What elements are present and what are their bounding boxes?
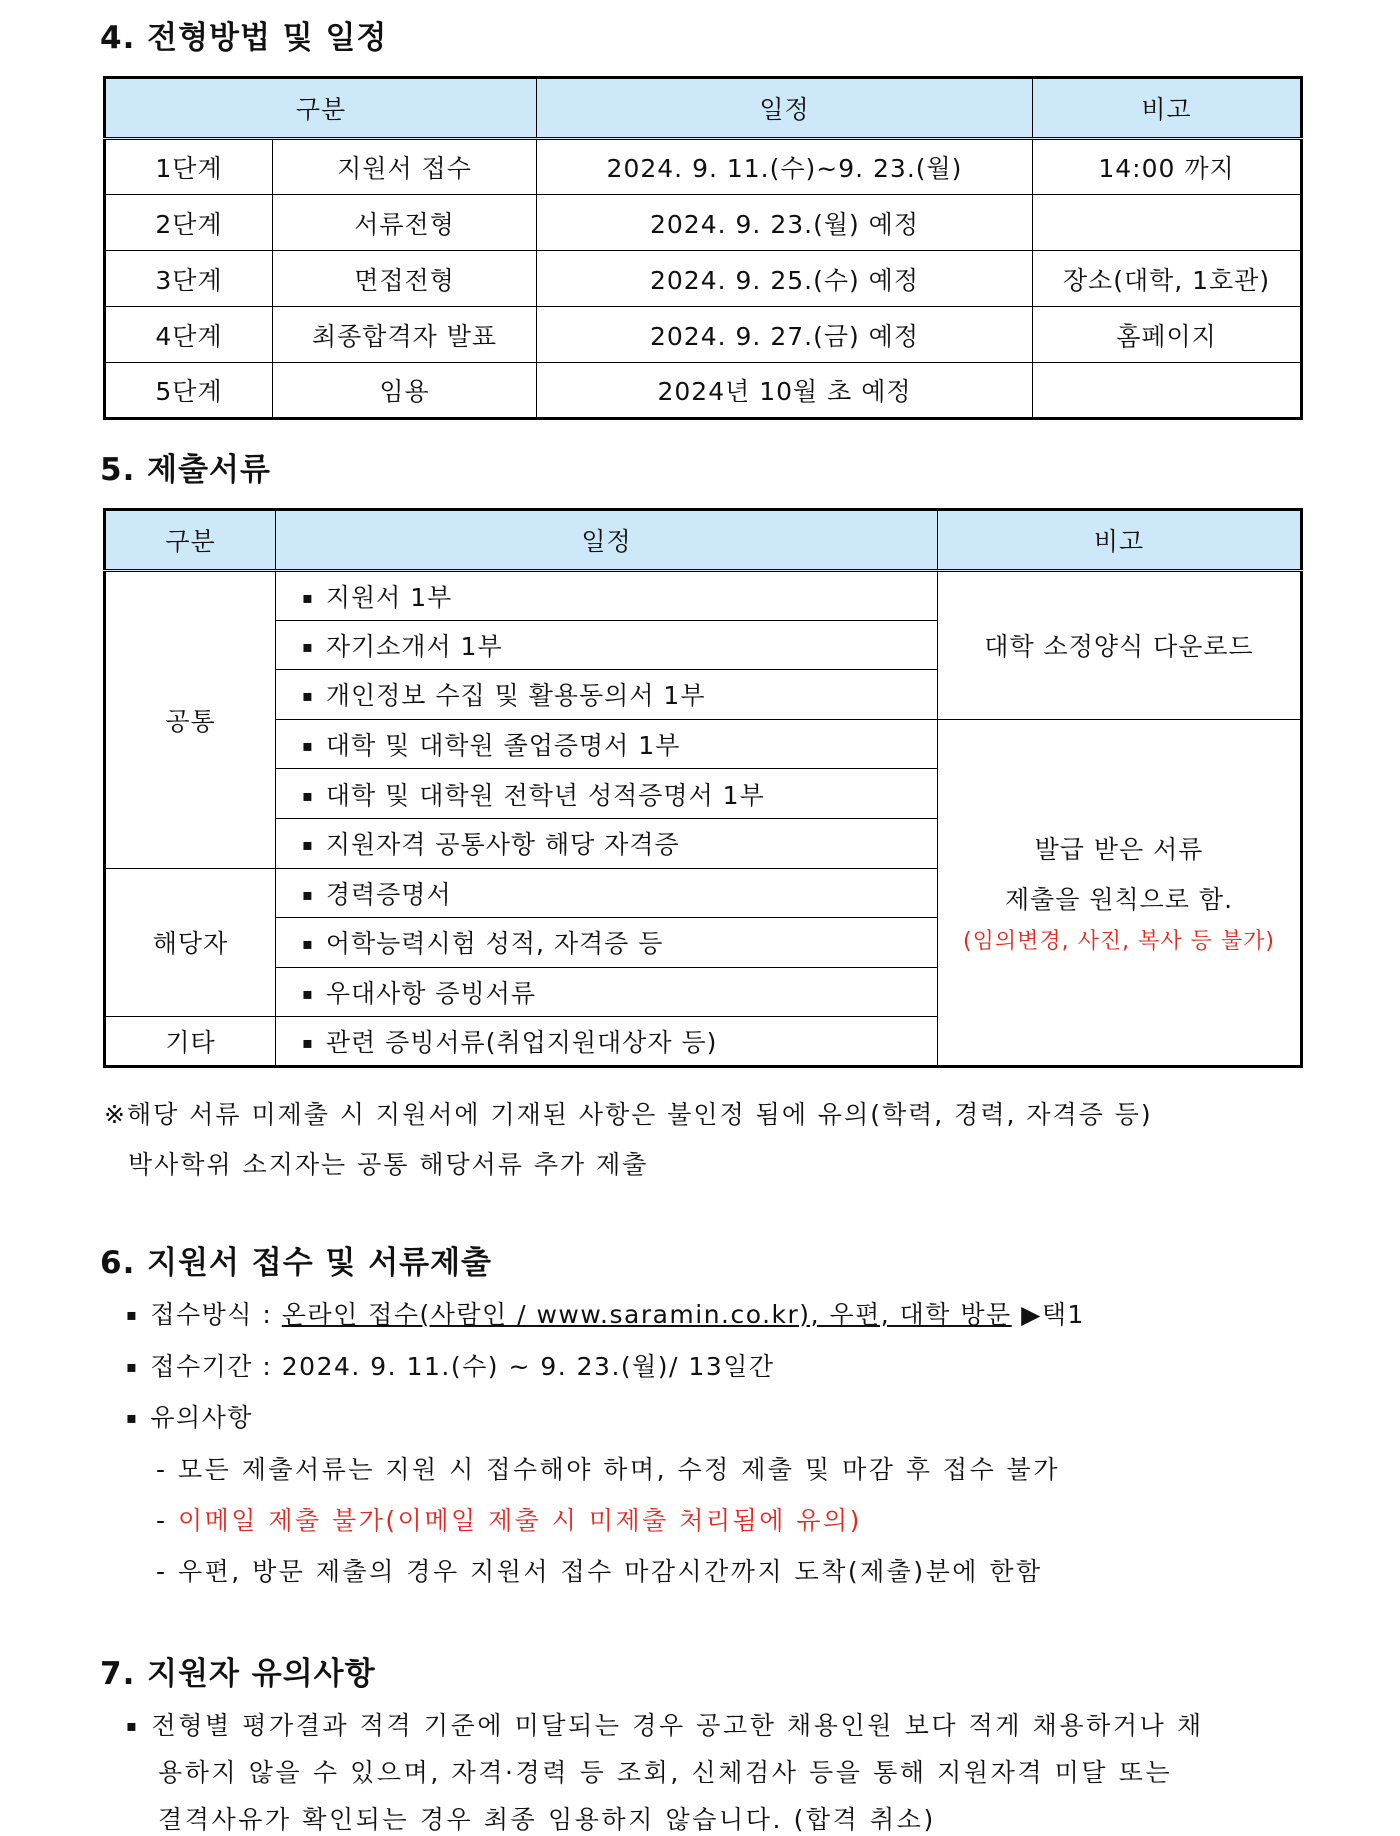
schedule-table <box>103 76 1303 420</box>
bullet-icon: ▪ <box>302 884 314 904</box>
bullet-icon: ▪ <box>302 686 314 706</box>
group-other: 기타 <box>105 1017 276 1067</box>
stage-cell: 3단계 <box>105 251 273 307</box>
period-text: 접수기간 : 2024. 9. 11.(수) ~ 9. 23.(월)/ 13일간 <box>150 1352 775 1381</box>
date-cell: 2024. 9. 23.(월) 예정 <box>537 195 1033 251</box>
table-row <box>105 139 1302 195</box>
bullet-icon: ▪ <box>302 984 314 1004</box>
remark-issued-line2: 제출을 원칙으로 함. <box>1004 885 1234 915</box>
footnote-line2: 박사학위 소지자는 공통 해당서류 추가 제출 <box>128 1150 649 1179</box>
section5-title: 5. 제출서류 <box>100 452 271 488</box>
method-item <box>126 1295 1085 1331</box>
documents-table <box>103 508 1303 1068</box>
stage-cell: 5단계 <box>105 363 273 419</box>
remark-cell: 14:00 까지 <box>1033 139 1302 195</box>
section6-title: 6. 지원서 접수 및 서류제출 <box>100 1245 492 1281</box>
section7-title: 7. 지원자 유의사항 <box>100 1656 376 1692</box>
document-item: ▪ 대학 및 대학원 전학년 성적증명서 1부 <box>276 769 938 819</box>
remark-issued-line1: 발급 받은 서류 <box>1034 835 1204 865</box>
header-category: 구분 <box>105 78 537 139</box>
remark-download: 대학 소정양식 다운로드 <box>938 571 1302 720</box>
document-item: ▪ 지원자격 공통사항 해당 자격증 <box>276 818 938 868</box>
bullet-icon: ▪ <box>126 1408 139 1427</box>
date-cell: 2024. 9. 25.(수) 예정 <box>537 251 1033 307</box>
group-common: 공통 <box>105 571 276 869</box>
table-header-row <box>105 510 1302 571</box>
table-header-row <box>105 78 1302 139</box>
stage-cell: 2단계 <box>105 195 273 251</box>
footnote-line1: ※해당 서류 미제출 시 지원서에 기재된 사항은 불인정 됨에 유의(학력, 경력, 자격증 등) <box>104 1100 1153 1129</box>
bullet-icon: ▪ <box>126 1305 139 1324</box>
document-item: ▪ 우대사항 증빙서류 <box>276 967 938 1017</box>
table-row <box>105 195 1302 251</box>
period-item <box>126 1347 775 1383</box>
stage-name-cell: 서류전형 <box>273 195 537 251</box>
caution-line2: - 이메일 제출 불가(이메일 제출 시 미제출 처리됨에 유의) <box>156 1506 862 1535</box>
caution-line3: - 우편, 방문 제출의 경우 지원서 접수 마감시간까지 도착(제출)분에 한함 <box>156 1557 1043 1586</box>
document-item: ▪ 지원서 1부 <box>276 571 938 621</box>
notice-line3: 결격사유가 확인되는 경우 최종 임용하지 않습니다. (합격 취소) <box>158 1805 936 1834</box>
remark-cell: 장소(대학, 1호관) <box>1033 251 1302 307</box>
date-cell: 2024. 9. 11.(수)~9. 23.(월) <box>537 139 1033 195</box>
table-row <box>105 719 1302 769</box>
remark-issued-warning: (임의변경, 사진, 복사 등 불가) <box>963 929 1275 955</box>
table-row <box>105 251 1302 307</box>
stage-name-cell: 최종합격자 발표 <box>273 307 537 363</box>
method-value: 온라인 접수(사람인 / www.saramin.co.kr), 우편, 대학 방문 <box>281 1300 1012 1329</box>
remark-cell: 홈페이지 <box>1033 307 1302 363</box>
document-item: ▪ 경력증명서 <box>276 868 938 918</box>
bullet-icon: ▪ <box>302 587 314 607</box>
caution-label: 유의사항 <box>150 1403 253 1432</box>
method-label: 접수방식 : <box>150 1300 282 1329</box>
header-remarks: 비고 <box>938 510 1302 571</box>
header-schedule: 일정 <box>276 510 938 571</box>
notice-line1: ▪ 전형별 평가결과 적격 기준에 미달되는 경우 공고한 채용인원 보다 적게 채용하거나 채 <box>126 1711 1204 1740</box>
document-item: ▪ 대학 및 대학원 졸업증명서 1부 <box>276 719 938 769</box>
table-row <box>105 363 1302 419</box>
bullet-icon: ▪ <box>302 835 314 855</box>
document-item: ▪ 개인정보 수집 및 활용동의서 1부 <box>276 670 938 720</box>
method-suffix: ▶택1 <box>1011 1300 1085 1329</box>
stage-name-cell: 임용 <box>273 363 537 419</box>
bullet-icon: ▪ <box>302 785 314 805</box>
notice-line2: 용하지 않을 수 있으며, 자격·경력 등 조회, 신체검사 등을 통해 지원자격 미달 또는 <box>158 1758 1173 1787</box>
header-remarks: 비고 <box>1033 78 1302 139</box>
document-item: ▪ 어학능력시험 성적, 자격증 등 <box>276 918 938 968</box>
date-cell: 2024년 10월 초 예정 <box>537 363 1033 419</box>
bullet-icon: ▪ <box>126 1716 140 1735</box>
stage-cell: 1단계 <box>105 139 273 195</box>
header-schedule: 일정 <box>537 78 1033 139</box>
remark-issued <box>938 719 1302 1066</box>
group-applicable: 해당자 <box>105 868 276 1017</box>
date-cell: 2024. 9. 27.(금) 예정 <box>537 307 1033 363</box>
bullet-icon: ▪ <box>302 934 314 954</box>
remark-cell <box>1033 363 1302 419</box>
bullet-icon: ▪ <box>302 1033 314 1053</box>
stage-cell: 4단계 <box>105 307 273 363</box>
table-row <box>105 571 1302 621</box>
bullet-icon: ▪ <box>302 636 314 656</box>
bullet-icon: ▪ <box>302 736 314 756</box>
email-warning: 이메일 제출 불가(이메일 제출 시 미제출 처리됨에 유의) <box>177 1506 862 1535</box>
stage-name-cell: 면접전형 <box>273 251 537 307</box>
header-category: 구분 <box>105 510 276 571</box>
section4-title: 4. 전형방법 및 일정 <box>100 20 388 56</box>
document-item: ▪ 관련 증빙서류(취업지원대상자 등) <box>276 1017 938 1067</box>
caution-item <box>126 1398 253 1434</box>
stage-name-cell: 지원서 접수 <box>273 139 537 195</box>
remark-cell <box>1033 195 1302 251</box>
table-row <box>105 307 1302 363</box>
document-item: ▪ 자기소개서 1부 <box>276 620 938 670</box>
caution-line1: - 모든 제출서류는 지원 시 접수해야 하며, 수정 제출 및 마감 후 접수 불가 <box>156 1455 1060 1484</box>
bullet-icon: ▪ <box>126 1357 139 1376</box>
